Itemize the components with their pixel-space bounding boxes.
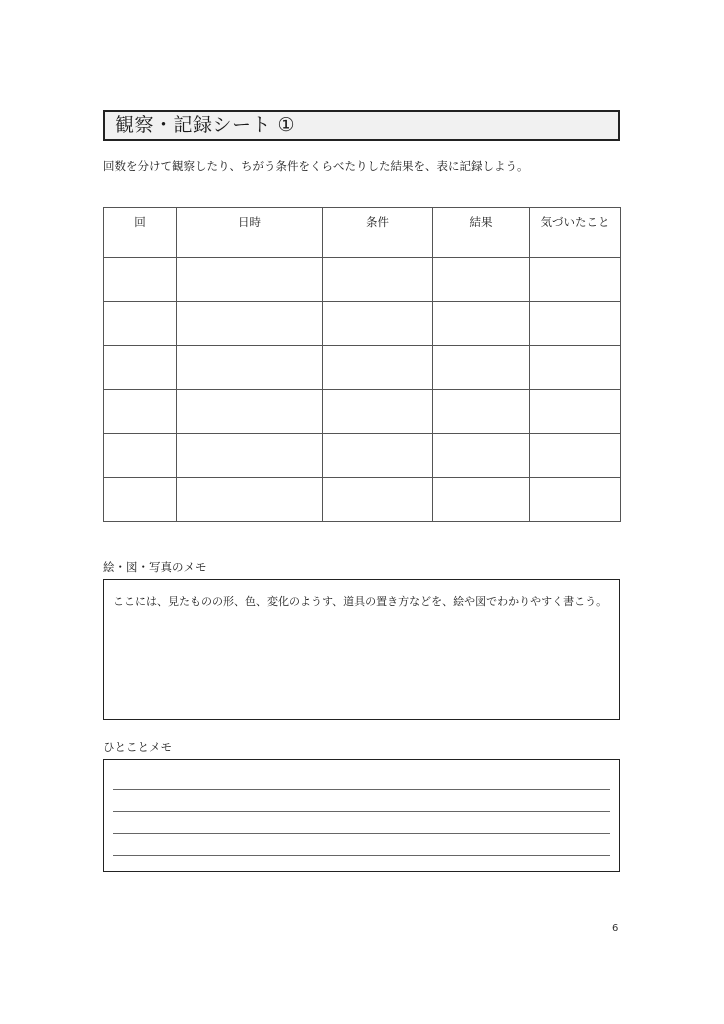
table-row xyxy=(104,258,621,302)
table-cell[interactable] xyxy=(177,478,323,522)
table-cell[interactable] xyxy=(104,346,177,390)
table-row xyxy=(104,302,621,346)
table-cell[interactable] xyxy=(177,346,323,390)
sketch-memo-hint: ここには、見たものの形、色、変化のようす、道具の置き方などを、絵や図でわかりやすく書こう。 xyxy=(113,595,608,608)
short-memo-box[interactable] xyxy=(103,759,620,872)
intro-text: 回数を分けて観察したり、ちがう条件をくらべたりした結果を、表に記録しよう。 xyxy=(103,159,529,173)
table-row xyxy=(104,478,621,522)
table-header-row xyxy=(104,208,621,258)
table-row xyxy=(104,434,621,478)
table-cell[interactable] xyxy=(323,258,433,302)
table-cell[interactable] xyxy=(323,302,433,346)
table-cell[interactable] xyxy=(530,478,621,522)
header-datetime: 日時 xyxy=(177,208,323,258)
table-cell[interactable] xyxy=(177,390,323,434)
table-cell[interactable] xyxy=(323,478,433,522)
writing-line xyxy=(113,855,610,856)
header-round: 回 xyxy=(104,208,177,258)
table-cell[interactable] xyxy=(433,478,530,522)
sketch-memo-label: 絵・図・写真のメモ xyxy=(103,560,207,574)
table-cell[interactable] xyxy=(323,434,433,478)
short-memo-label: ひとことメモ xyxy=(103,740,172,754)
table-row xyxy=(104,346,621,390)
table-cell[interactable] xyxy=(323,346,433,390)
table-cell[interactable] xyxy=(104,258,177,302)
table-cell[interactable] xyxy=(433,346,530,390)
header-notices: 気づいたこと xyxy=(530,208,621,258)
table-cell[interactable] xyxy=(530,434,621,478)
writing-line xyxy=(113,811,610,812)
table-cell[interactable] xyxy=(177,434,323,478)
table-cell[interactable] xyxy=(433,302,530,346)
writing-line xyxy=(113,833,610,834)
sheet-title-box xyxy=(103,110,620,141)
table-cell[interactable] xyxy=(433,434,530,478)
sketch-memo-box[interactable] xyxy=(103,579,620,720)
header-result: 結果 xyxy=(433,208,530,258)
table-cell[interactable] xyxy=(104,478,177,522)
table-cell[interactable] xyxy=(433,258,530,302)
table-cell[interactable] xyxy=(177,258,323,302)
table-cell[interactable] xyxy=(530,258,621,302)
writing-line xyxy=(113,789,610,790)
table-cell[interactable] xyxy=(323,390,433,434)
table-cell[interactable] xyxy=(104,302,177,346)
header-condition: 条件 xyxy=(323,208,433,258)
table-cell[interactable] xyxy=(530,302,621,346)
table-cell[interactable] xyxy=(104,434,177,478)
table-row xyxy=(104,390,621,434)
page-number: 6 xyxy=(612,923,619,934)
page-title: 観察・記録シート ① xyxy=(115,114,296,136)
table-cell[interactable] xyxy=(177,302,323,346)
table-cell[interactable] xyxy=(104,390,177,434)
record-table xyxy=(103,207,621,522)
table-cell[interactable] xyxy=(530,390,621,434)
table-cell[interactable] xyxy=(433,390,530,434)
table-cell[interactable] xyxy=(530,346,621,390)
